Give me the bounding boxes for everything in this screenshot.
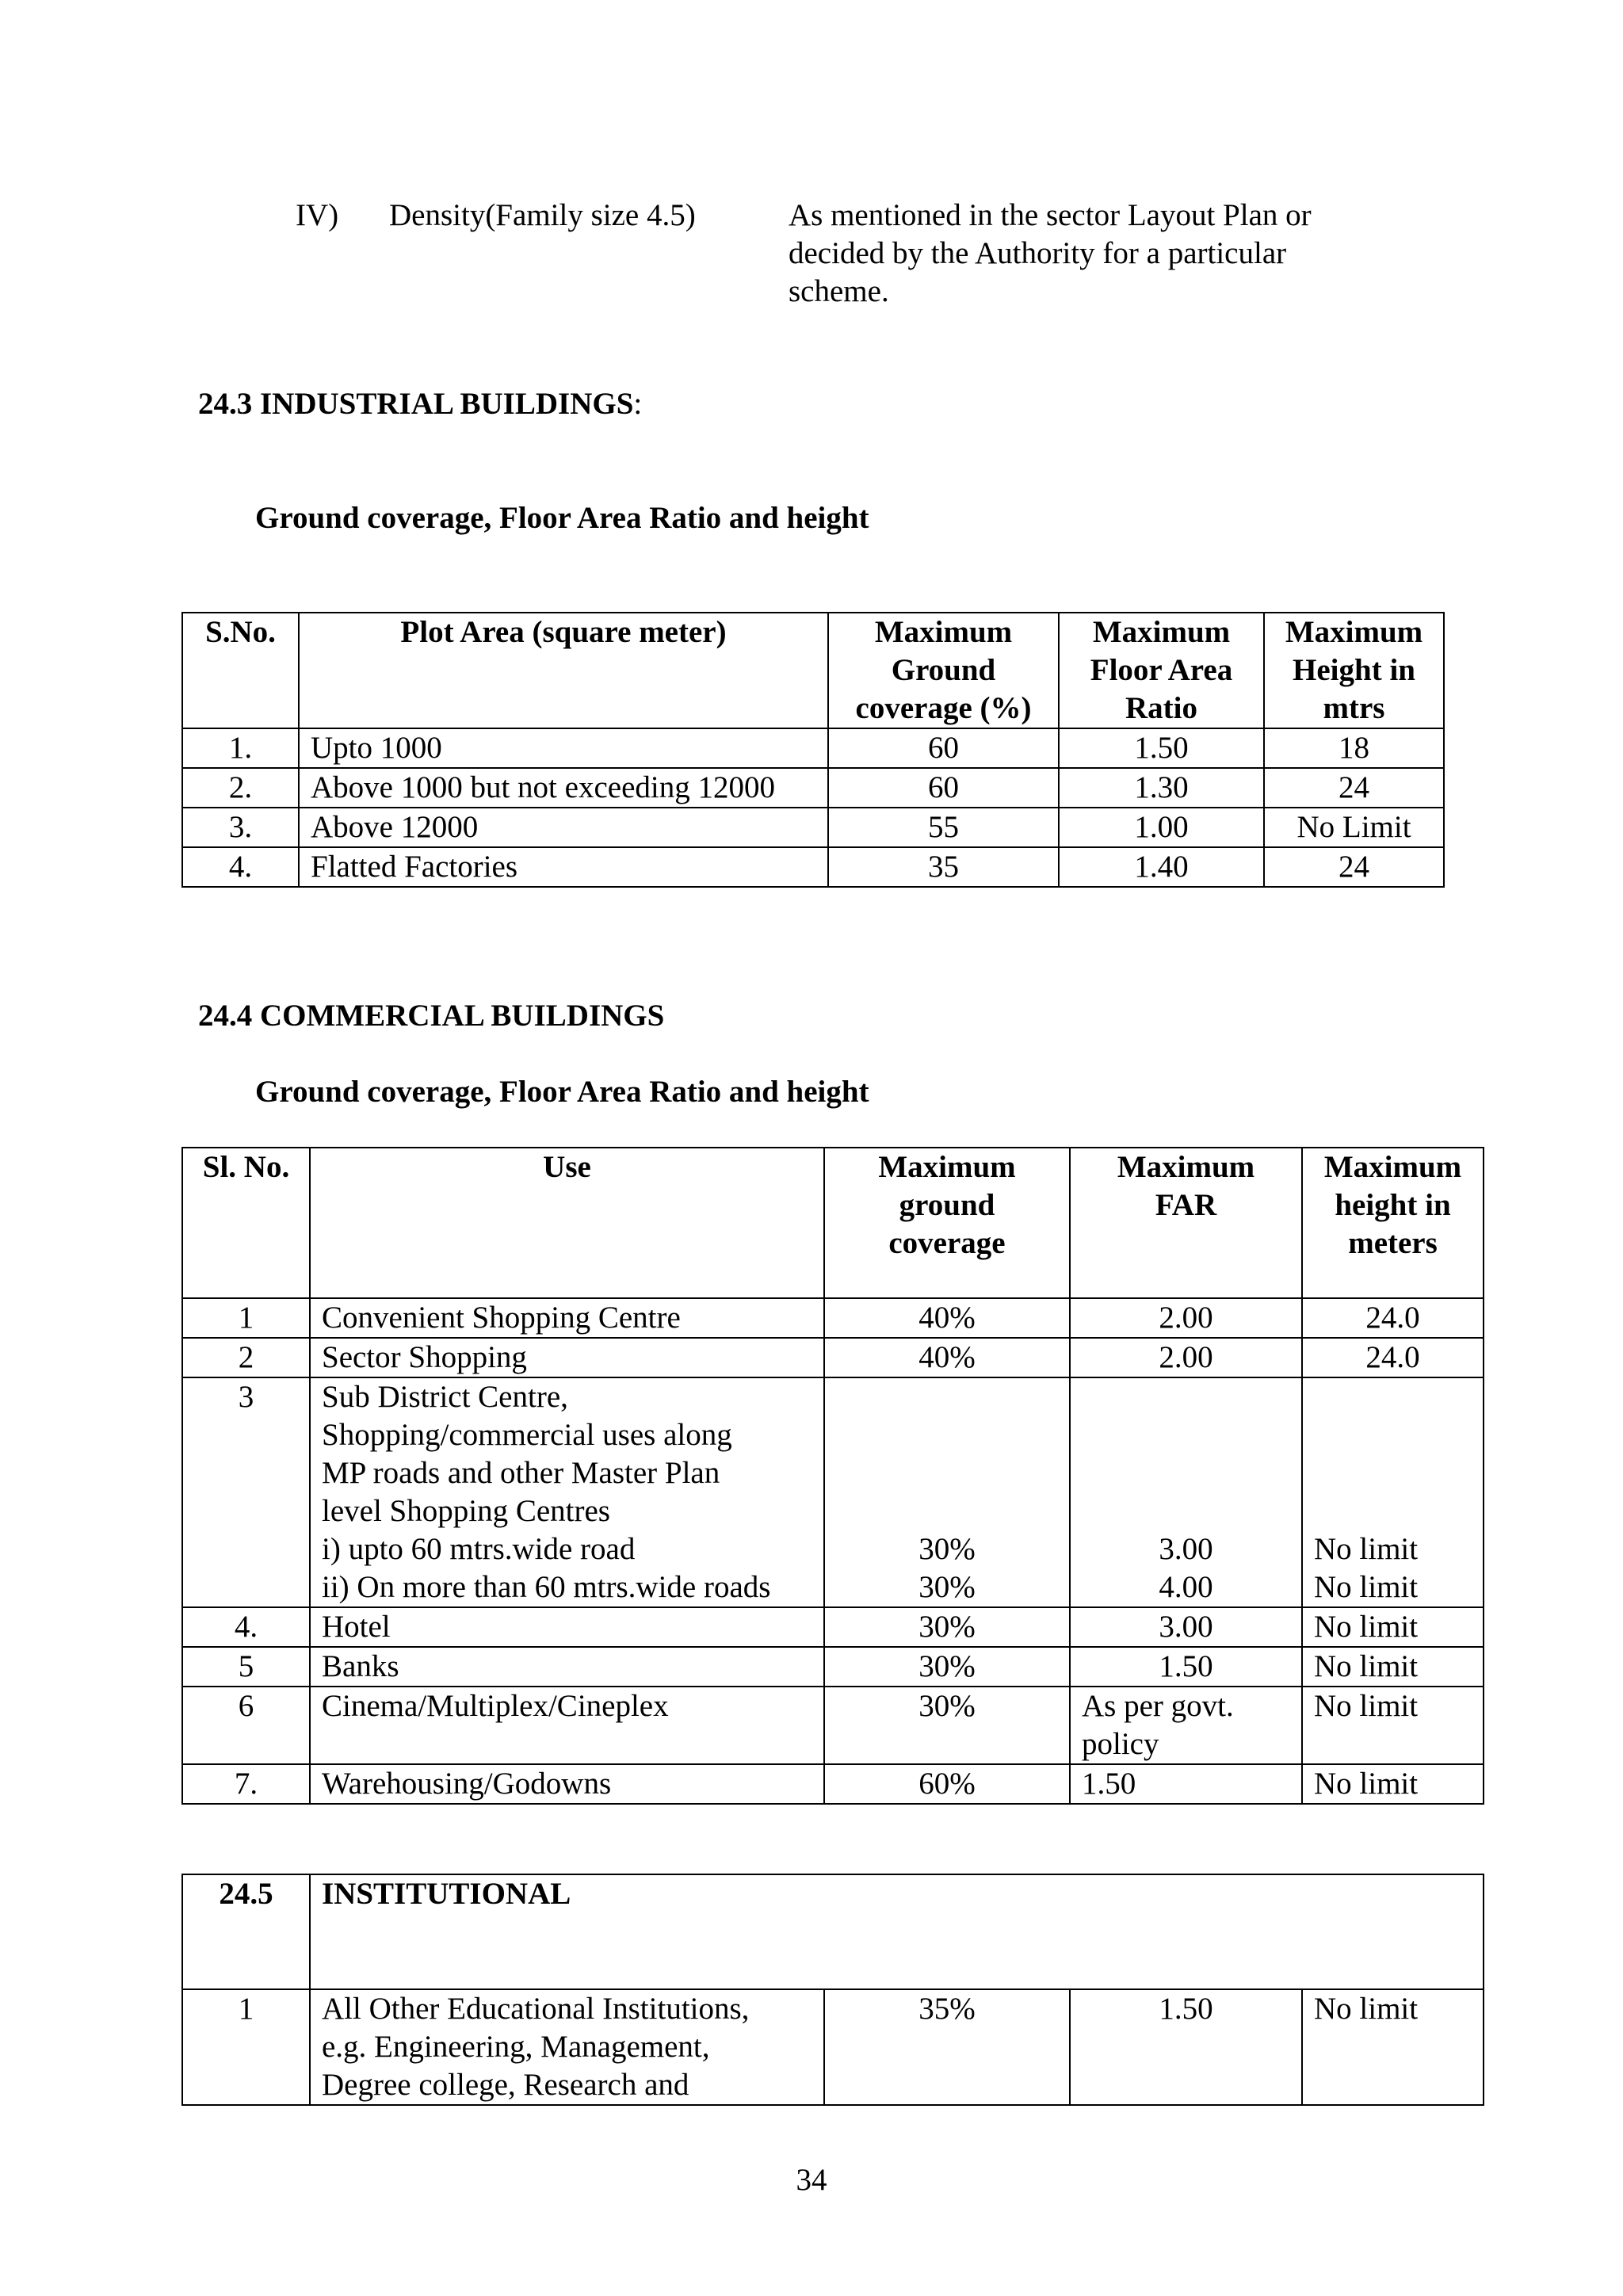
commercial-table-row: [182, 1377, 1484, 1607]
commercial-row-far-line: 1.50: [1159, 1649, 1213, 1683]
header-line: coverage: [888, 1226, 1006, 1260]
commercial-row-far-line: policy: [1082, 1727, 1159, 1761]
institutional-row: [182, 1989, 1484, 2105]
commercial-row-number: 4.: [182, 1607, 310, 1647]
industrial-heading-text: 24.3 INDUSTRIAL BUILDINGS: [198, 387, 634, 421]
header-line: Maximum: [878, 1150, 1016, 1184]
industrial-table-cell: Above 1000 but not exceeding 12000: [299, 768, 828, 808]
industrial-subheading: Ground coverage, Floor Area Ratio and height: [255, 501, 869, 535]
commercial-row-far-line: 1.50: [1082, 1767, 1136, 1801]
commercial-row-use: [310, 1687, 824, 1764]
header-line: Maximum: [1323, 1150, 1462, 1184]
commercial-row-height-line: 24.0: [1365, 1301, 1420, 1335]
commercial-row-far-line: [1082, 1454, 1290, 1492]
commercial-row-use-line: Shopping/commercial uses along: [322, 1418, 732, 1452]
commercial-row-far-line: 2.00: [1159, 1340, 1213, 1374]
use-line: e.g. Engineering, Management,: [322, 2030, 710, 2064]
industrial-header-cell: [828, 613, 1059, 728]
industrial-table-cell: 18: [1264, 728, 1444, 768]
commercial-row-far: [1070, 1377, 1302, 1607]
industrial-heading-colon: :: [633, 387, 643, 421]
commercial-header-cell: [824, 1148, 1070, 1298]
commercial-row-coverage-line: 30%: [918, 1610, 976, 1644]
industrial-table-cell: 1.30: [1059, 768, 1264, 808]
industrial-table-row: [182, 768, 1444, 808]
header-line: Height in: [1293, 653, 1415, 687]
commercial-row-use-line: Banks: [322, 1649, 399, 1683]
commercial-row-coverage-line: 30%: [918, 1689, 976, 1723]
industrial-table-cell: 1.00: [1059, 808, 1264, 847]
header-line: Maximum: [1117, 1150, 1255, 1184]
institutional-number: 24.5: [182, 1874, 310, 1989]
header-line: meters: [1348, 1226, 1438, 1260]
header-line: Floor Area: [1090, 653, 1233, 687]
commercial-row-coverage-line: [836, 1416, 1058, 1454]
commercial-row-use-line: Cinema/Multiplex/Cineplex: [322, 1689, 669, 1723]
header-line: Sl. No.: [202, 1150, 290, 1184]
density-text: [789, 197, 1312, 311]
commercial-table-row: [182, 1338, 1484, 1377]
institutional-heading: INSTITUTIONAL: [310, 1874, 1484, 1989]
industrial-table-cell: 35: [828, 847, 1059, 887]
industrial-header-cell: [182, 613, 299, 728]
header-line: ground: [899, 1188, 995, 1222]
institutional-row-number: 1: [182, 1989, 310, 2105]
institutional-heading-row: [182, 1874, 1484, 1989]
industrial-table-cell: Upto 1000: [299, 728, 828, 768]
industrial-table-cell: 4.: [182, 847, 299, 887]
commercial-row-use-line: i) upto 60 mtrs.wide road: [322, 1532, 636, 1566]
industrial-table-cell: 55: [828, 808, 1059, 847]
commercial-row-use: [310, 1298, 824, 1338]
commercial-row-height: [1302, 1338, 1484, 1377]
industrial-table-cell: 24: [1264, 768, 1444, 808]
commercial-row-coverage-line: 40%: [918, 1301, 976, 1335]
commercial-row-number: 3: [182, 1377, 310, 1607]
industrial-table-cell: 1.50: [1059, 728, 1264, 768]
commercial-row-number: 2: [182, 1338, 310, 1377]
header-line: mtrs: [1323, 691, 1385, 725]
industrial-header-cell: [1059, 613, 1264, 728]
commercial-row-far-line: [1082, 1416, 1290, 1454]
institutional-row-use: [310, 1989, 824, 2105]
commercial-row-use-line: ii) On more than 60 mtrs.wide roads: [322, 1570, 771, 1604]
commercial-table: [181, 1147, 1484, 1805]
institutional-row-height: No limit: [1302, 1989, 1484, 2105]
commercial-row-height-line: 24.0: [1365, 1340, 1420, 1374]
header-line: coverage (%): [855, 691, 1032, 725]
commercial-header-cell: [1070, 1148, 1302, 1298]
industrial-table-row: [182, 847, 1444, 887]
density-number: IV): [296, 198, 339, 232]
commercial-row-coverage: [824, 1764, 1070, 1804]
commercial-row-use: [310, 1647, 824, 1687]
commercial-table-row: [182, 1298, 1484, 1338]
commercial-row-height: [1302, 1647, 1484, 1687]
commercial-header-cell: [1302, 1148, 1484, 1298]
use-line: Degree college, Research and: [322, 2068, 689, 2102]
commercial-row-coverage-line: 40%: [918, 1340, 976, 1374]
commercial-row-far: [1070, 1338, 1302, 1377]
commercial-row-height-line: No limit: [1314, 1610, 1419, 1644]
industrial-table-cell: 3.: [182, 808, 299, 847]
commercial-row-coverage: [824, 1377, 1070, 1607]
commercial-row-height-line: No limit: [1314, 1570, 1419, 1604]
header-line: Ratio: [1125, 691, 1197, 725]
commercial-row-height-line: No limit: [1314, 1767, 1419, 1801]
commercial-row-far-line: 2.00: [1159, 1301, 1213, 1335]
institutional-row-far: 1.50: [1070, 1989, 1302, 2105]
commercial-row-height: [1302, 1298, 1484, 1338]
commercial-row-far: [1070, 1764, 1302, 1804]
header-line: height in: [1335, 1188, 1451, 1222]
industrial-table-cell: No Limit: [1264, 808, 1444, 847]
commercial-header-cell: [310, 1148, 824, 1298]
industrial-header-cell: [1264, 613, 1444, 728]
industrial-table-cell: 60: [828, 768, 1059, 808]
commercial-table-row: [182, 1687, 1484, 1764]
commercial-row-height-line: [1314, 1492, 1472, 1530]
commercial-row-height: [1302, 1377, 1484, 1607]
commercial-row-height-line: No limit: [1314, 1532, 1419, 1566]
page-number: 34: [796, 2163, 827, 2197]
commercial-row-height-line: [1314, 1454, 1472, 1492]
density-text-line: scheme.: [789, 274, 889, 308]
industrial-table-cell: 24: [1264, 847, 1444, 887]
commercial-row-use-line: Warehousing/Godowns: [322, 1767, 612, 1801]
commercial-row-coverage: [824, 1647, 1070, 1687]
commercial-row-far: [1070, 1607, 1302, 1647]
industrial-table-cell: Above 12000: [299, 808, 828, 847]
commercial-row-coverage-line: 30%: [918, 1570, 976, 1604]
commercial-row-coverage-line: [836, 1454, 1058, 1492]
commercial-row-use: [310, 1377, 824, 1607]
commercial-row-coverage-line: 30%: [918, 1649, 976, 1683]
industrial-table-cell: 60: [828, 728, 1059, 768]
commercial-row-coverage: [824, 1687, 1070, 1764]
header-line: Maximum: [874, 615, 1013, 649]
industrial-table-cell: 1.40: [1059, 847, 1264, 887]
density-text-line: As mentioned in the sector Layout Plan or: [789, 198, 1312, 232]
industrial-table-row: [182, 728, 1444, 768]
commercial-header-row: [182, 1148, 1484, 1298]
commercial-row-coverage-line: [836, 1492, 1058, 1530]
commercial-row-height-line: [1314, 1378, 1472, 1416]
commercial-row-number: 1: [182, 1298, 310, 1338]
commercial-row-far-line: 4.00: [1159, 1570, 1213, 1604]
header-line: S.No.: [205, 615, 276, 649]
commercial-row-far: [1070, 1687, 1302, 1764]
header-line: Ground: [891, 653, 996, 687]
commercial-row-use-line: Sector Shopping: [322, 1340, 527, 1374]
commercial-table-row: [182, 1764, 1484, 1804]
institutional-row-coverage: 35%: [824, 1989, 1070, 2105]
commercial-row-number: 7.: [182, 1764, 310, 1804]
commercial-row-coverage-line: [836, 1378, 1058, 1416]
commercial-row-use-line: Convenient Shopping Centre: [322, 1301, 681, 1335]
header-line: FAR: [1155, 1188, 1217, 1222]
commercial-row-far-line: [1082, 1492, 1290, 1530]
commercial-row-use-line: level Shopping Centres: [322, 1494, 610, 1528]
commercial-row-coverage-line: 60%: [918, 1767, 976, 1801]
commercial-row-far: [1070, 1298, 1302, 1338]
commercial-row-far-line: 3.00: [1159, 1532, 1213, 1566]
commercial-row-use-line: Hotel: [322, 1610, 391, 1644]
commercial-row-use: [310, 1607, 824, 1647]
commercial-row-far-line: As per govt.: [1082, 1689, 1234, 1723]
commercial-row-far-line: 3.00: [1159, 1610, 1213, 1644]
commercial-table-row: [182, 1607, 1484, 1647]
use-line: All Other Educational Institutions,: [322, 1992, 750, 2026]
density-text-line: decided by the Authority for a particular: [789, 236, 1287, 270]
industrial-table-row: [182, 808, 1444, 847]
commercial-header-cell: [182, 1148, 310, 1298]
industrial-header-row: [182, 613, 1444, 728]
commercial-row-far: [1070, 1647, 1302, 1687]
commercial-row-height-line: No limit: [1314, 1649, 1419, 1683]
commercial-row-height: [1302, 1687, 1484, 1764]
header-line: Maximum: [1285, 615, 1423, 649]
commercial-row-height: [1302, 1607, 1484, 1647]
commercial-row-height-line: No limit: [1314, 1689, 1419, 1723]
commercial-row-coverage: [824, 1607, 1070, 1647]
header-line: Maximum: [1092, 615, 1231, 649]
commercial-heading: 24.4 COMMERCIAL BUILDINGS: [198, 999, 665, 1033]
commercial-row-coverage: [824, 1338, 1070, 1377]
density-label: Density(Family size 4.5): [389, 198, 696, 232]
header-line: Use: [543, 1150, 591, 1184]
commercial-row-use: [310, 1338, 824, 1377]
industrial-table: [181, 612, 1445, 888]
industrial-table-cell: 1.: [182, 728, 299, 768]
industrial-table-cell: Flatted Factories: [299, 847, 828, 887]
institutional-table: [181, 1874, 1484, 2106]
commercial-row-far-line: [1082, 1378, 1290, 1416]
header-line: Plot Area (square meter): [400, 615, 727, 649]
commercial-row-use-line: Sub District Centre,: [322, 1380, 568, 1414]
industrial-table-cell: 2.: [182, 768, 299, 808]
industrial-heading: [198, 385, 642, 423]
commercial-row-use: [310, 1764, 824, 1804]
commercial-row-coverage: [824, 1298, 1070, 1338]
commercial-row-number: 6: [182, 1687, 310, 1764]
commercial-table-row: [182, 1647, 1484, 1687]
commercial-row-use-line: MP roads and other Master Plan: [322, 1456, 720, 1490]
commercial-row-number: 5: [182, 1647, 310, 1687]
commercial-row-height-line: [1314, 1416, 1472, 1454]
commercial-row-height: [1302, 1764, 1484, 1804]
commercial-subheading: Ground coverage, Floor Area Ratio and height: [255, 1075, 869, 1109]
commercial-row-coverage-line: 30%: [918, 1532, 976, 1566]
industrial-header-cell: [299, 613, 828, 728]
